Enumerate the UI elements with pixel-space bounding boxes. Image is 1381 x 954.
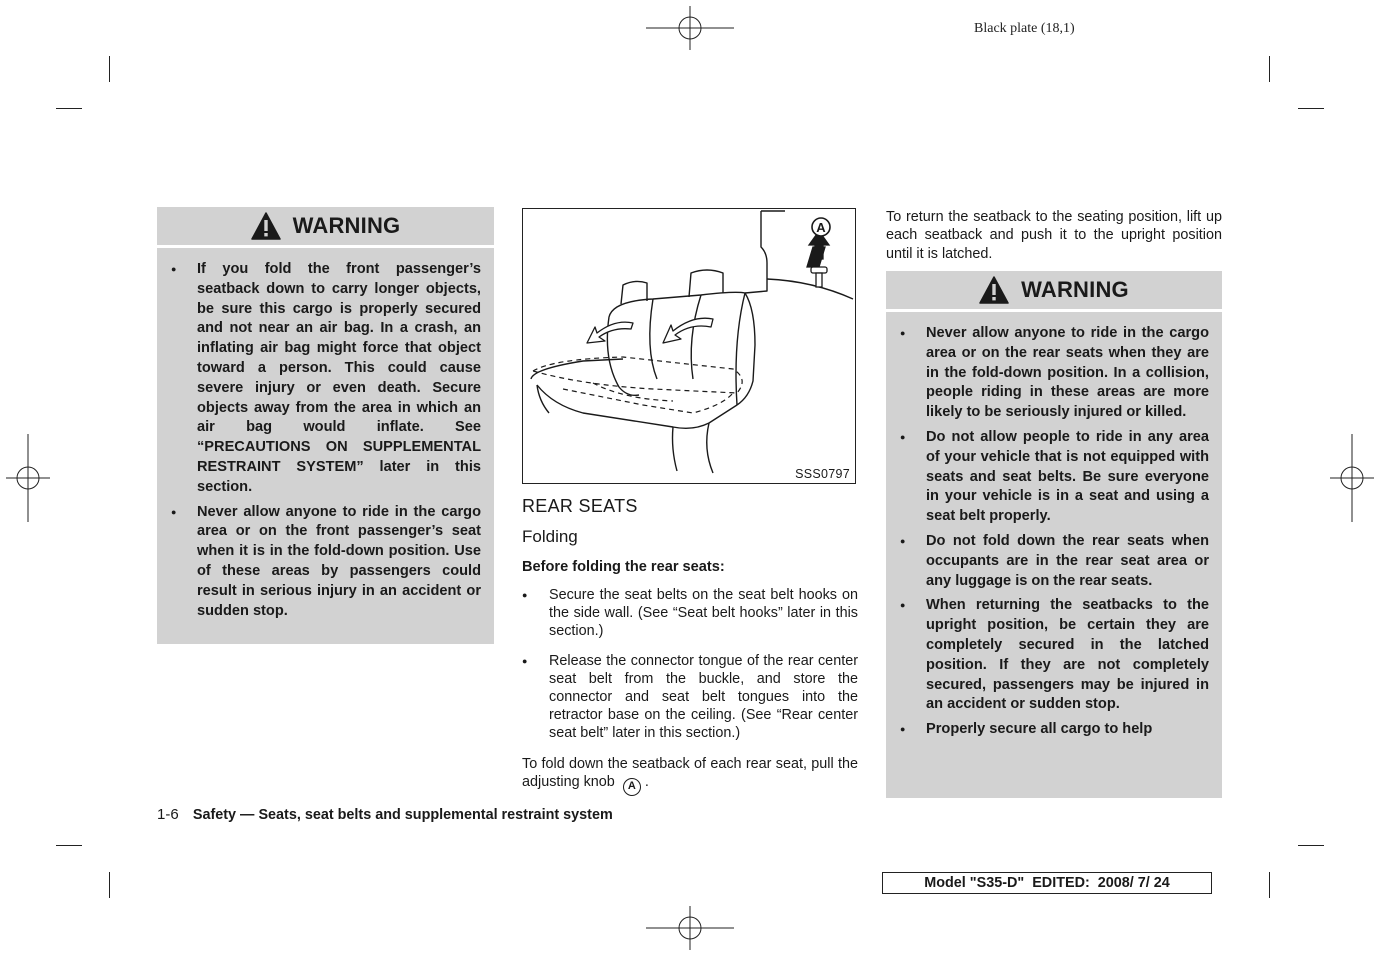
warning-item: ● Do not fold down the rear seats when occupants are in the rear seat area or any luggage is on the rear seats. — [898, 532, 1209, 591]
warning-item: ● When returning the seatbacks to the upright position, be certain they are completely secured in the latched position. If they are not completely secured, passengers may be injured in an accident or sudden stop. — [898, 596, 1209, 715]
warning-header — [157, 207, 494, 248]
plate-label: Black plate (18,1) — [974, 21, 1075, 36]
rear-seat-illustration — [522, 208, 856, 484]
registration-mark-bottom — [646, 906, 734, 950]
callout-a-icon: A — [623, 778, 641, 796]
warning-item: ● If you fold the front passenger’s seatback down to carry longer objects, be sure this cargo is properly secured and not near an air bag. In a crash, an inflating air bag might force that object toward a person. This could cause severe injury or even death. Secure objects away from the area in which an air bag would inflate. See “PRECAUTIONS ON SUPPLEMENTAL RESTRAINT SYSTEM” later in this section. — [169, 260, 481, 498]
page-number: 1-6 — [157, 806, 179, 823]
list-item: ● Release the connector tongue of the rear center seat belt from the buckle, and store the connector and seat belt tongues into the retractor base on the ceiling. (See “Rear center seat belt” later in this section.) — [522, 652, 858, 743]
warning-item: ● Never allow anyone to ride in the cargo area or on the rear seats when they are in the fold-down position. In a collision, people riding in these areas are more likely to be seriously injured or killed. — [898, 324, 1209, 423]
fold-end: . — [644, 774, 649, 791]
registration-mark-left — [6, 434, 50, 522]
warning-box-right — [886, 271, 1222, 798]
warning-item: ● Properly secure all cargo to help — [898, 720, 1209, 740]
callout-a-label: A — [816, 220, 826, 235]
warning-list — [886, 312, 1222, 753]
model-edit-stamp: Model "S35-D" EDITED: 2008/ 7/ 24 — [882, 872, 1212, 894]
list-item: ● Secure the seat belts on the seat belt hooks on the side wall. (See “Seat belt hooks” later in this section.) — [522, 586, 858, 641]
warning-header — [886, 271, 1222, 312]
warning-list — [157, 248, 494, 634]
registration-mark-right — [1330, 434, 1374, 522]
page-footer — [157, 806, 613, 823]
before-folding-list — [522, 586, 858, 754]
registration-mark-top — [646, 6, 734, 50]
warning-triangle-icon — [251, 212, 281, 240]
warning-title: WARNING — [1021, 277, 1129, 302]
section-subtitle: Folding — [522, 527, 578, 546]
before-folding-heading: Before folding the rear seats: — [522, 559, 725, 575]
warning-triangle-icon — [979, 276, 1009, 304]
fold-instructions — [522, 755, 858, 796]
fold-text: To fold down the seatback of each rear seat, pull the adjusting knob — [522, 756, 858, 791]
return-instructions: To return the seatback to the seating position, lift up each seatback and push it to the upright position until it is latched. — [886, 209, 1222, 262]
section-title: REAR SEATS — [522, 496, 638, 516]
warning-item: ● Do not allow people to ride in any area of your vehicle that is not equipped with seats and seat belts. Be sure everyone in your vehicle is in a seat and using a seat belt properly. — [898, 428, 1209, 527]
warning-item: ● Never allow anyone to ride in the cargo area or on the front passenger’s seat when it is in the fold-down position. Use of these areas by passengers could result in serious injury in an accident or sudden stop. — [169, 503, 481, 622]
warning-box-left — [157, 207, 494, 644]
footer-section-title: Safety — Seats, seat belts and supplemental restraint system — [192, 807, 613, 823]
rear-seat-drawing — [523, 209, 855, 483]
warning-title: WARNING — [292, 213, 401, 238]
figure-caption: SSS0797 — [795, 467, 850, 481]
